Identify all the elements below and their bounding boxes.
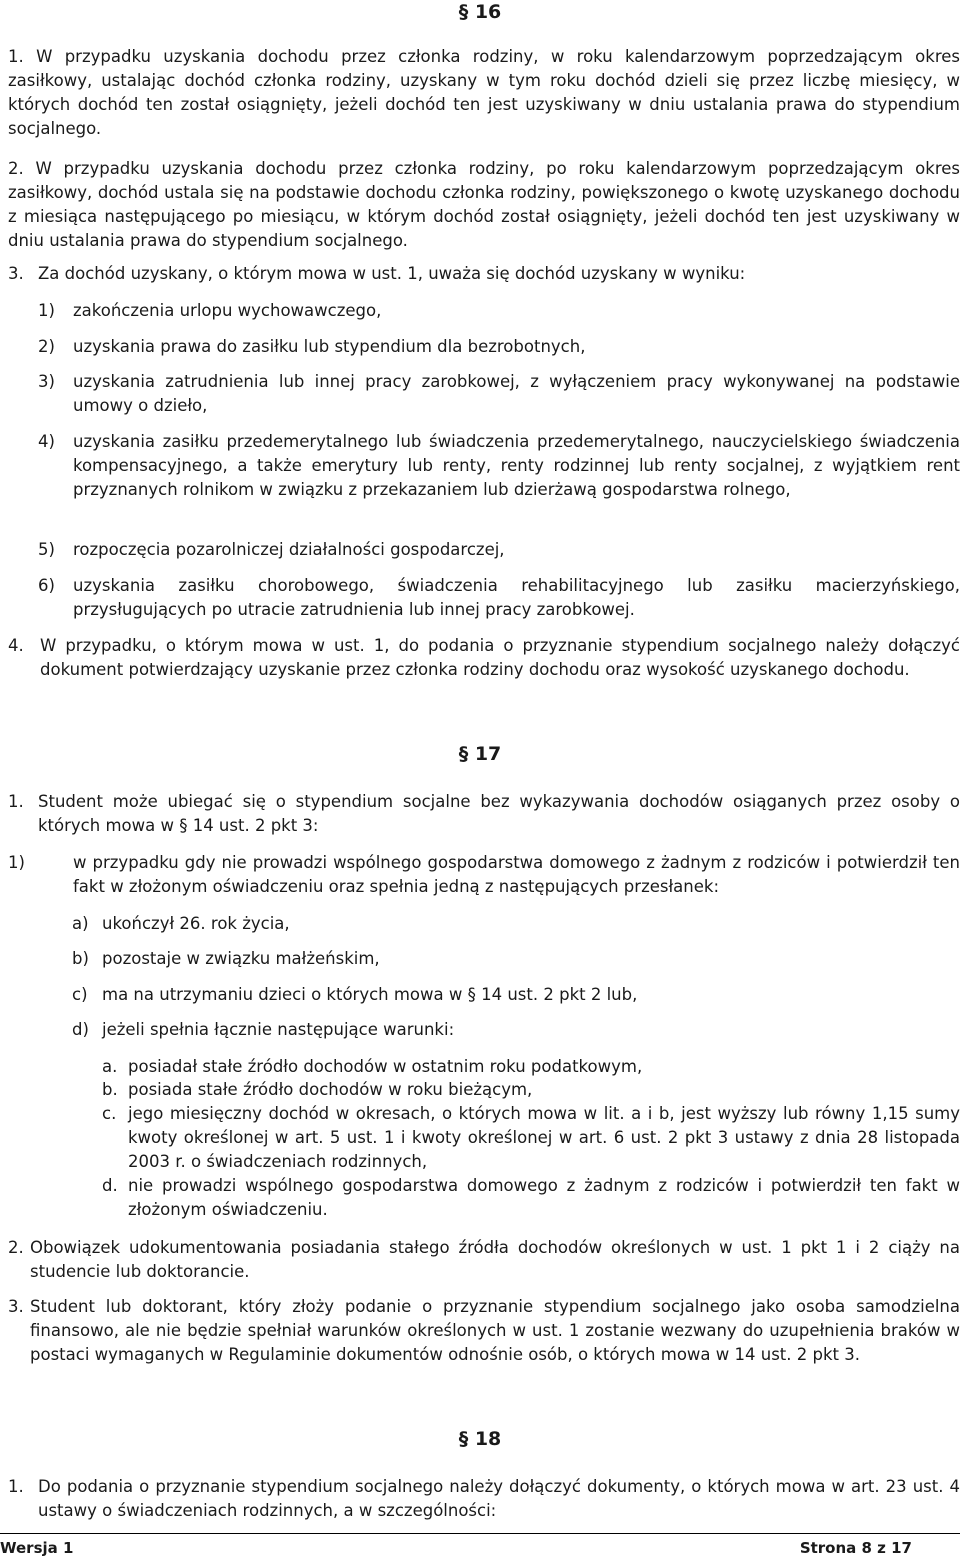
s17-sub-d-label: d. xyxy=(102,1176,118,1195)
s16-item-5-number: 5) xyxy=(38,540,55,559)
s17-sub-d-text: nie prowadzi wspólnego gospodarstwa domowego z żadnym z rodziców i potwierdził ten fakt w złożonym oświadczeniu. xyxy=(128,1176,960,1219)
s17-letter-a-label: a) xyxy=(72,914,89,933)
s17-sub-b-text: posiada stałe źródło dochodów w roku bieżącym, xyxy=(128,1080,533,1099)
s17-letter-d xyxy=(72,1018,960,1042)
s17-p1-text: Student może ubiegać się o stypendium socjalne bez wykazywania dochodów osiąganych przez osoby o których mowa w § 14 ust. 2 pkt 3: xyxy=(38,792,960,835)
s17-paragraph-1 xyxy=(8,790,960,838)
s16-paragraph-2: 2. W przypadku uzyskania dochodu przez członka rodziny, po roku kalendarzowym poprzedzającym okres zasiłkowy, dochód ustala się na podstawie dochodu członka rodziny, powiększonego o kwotę uzyskanego dochodu z miesiąca następującego po miesiącu, w którym dochód został osiągnięty, jeżeli dochód ten jest uzyskiwany w dniu ustalania prawa do stypendium socjalnego. xyxy=(8,159,960,250)
s16-item-1-text: zakończenia urlopu wychowawczego, xyxy=(73,301,382,320)
s16-list-item-1 xyxy=(38,299,960,323)
s17-sub-d xyxy=(102,1174,960,1222)
s17-p2-number: 2. xyxy=(8,1238,24,1257)
heading-s17: § 17 xyxy=(458,743,502,765)
s17-sub-b-label: b. xyxy=(102,1080,118,1099)
s17-p2-text: Obowiązek udokumentowania posiadania stałego źródła dochodów określonych w ust. 1 pkt 1 i 2 ciąży na studencie lub doktorancie. xyxy=(30,1238,960,1281)
s16-list-item-6 xyxy=(38,574,960,622)
s17-p3-text: Student lub doktorant, który złoży podanie o przyznanie stypendium socjalnego jako osoba samodzielna finansowo, ale nie będzie spełniał warunków określonych w ust. 1 zostanie wezwany do uzupełnienia braków w postaci wymaganych w Regulaminie dokumentów odnośnie osób, o których mowa w 14 ust. 2 pkt 3. xyxy=(30,1297,960,1364)
s17-sub-c-text: jego miesięczny dochód w okresach, o których mowa w lit. a i b, jest wyższy lub równy 1,15 sumy kwoty określonej w art. 5 ust. 1 i kwoty określonej w art. 6 ust. 2 pkt 3 ustawy z dnia 28 listopada 2003 r. o świadczeniach rodzinnych, xyxy=(128,1104,960,1171)
s17-sub-c xyxy=(102,1102,960,1174)
page-footer xyxy=(0,1533,960,1558)
s17-letter-b-label: b) xyxy=(72,949,89,968)
s17-sub-a-text: posiadał stałe źródło dochodów w ostatnim roku podatkowym, xyxy=(128,1057,643,1076)
footer-version: Wersja 1 xyxy=(0,1539,74,1557)
s17-letter-b-text: pozostaje w związku małżeńskim, xyxy=(102,949,380,968)
s17-item-1 xyxy=(8,851,960,899)
s17-sub-c-label: c. xyxy=(102,1104,117,1123)
s18-paragraph-1 xyxy=(8,1475,960,1523)
s16-item-2-number: 2) xyxy=(38,337,55,356)
s17-paragraph-3 xyxy=(8,1295,960,1367)
s16-list-item-3 xyxy=(38,370,960,418)
s17-letter-c-text: ma na utrzymaniu dzieci o których mowa w § 14 ust. 2 pkt 2 lub, xyxy=(102,985,638,1004)
s16-p3-number: 3. xyxy=(8,264,24,283)
s16-list-item-5 xyxy=(38,538,960,562)
s17-p3-number: 3. xyxy=(8,1297,24,1316)
s16-item-4-number: 4) xyxy=(38,432,55,451)
s16-paragraph-1: 1. W przypadku uzyskania dochodu przez członka rodziny, w roku kalendarzowym poprzedzającym okres zasiłkowy, ustalając dochód członka rodziny, uzyskany w tym roku dochód dzieli się przez liczbę miesięcy, w których dochód ten został osiągnięty, jeżeli dochód ten jest uzyskiwany w dniu ustalania prawa do stypendium socjalnego. xyxy=(8,47,960,138)
s18-p1-text: Do podania o przyznanie stypendium socjalnego należy dołączyć dokumenty, o których mowa w art. 23 ust. 4 ustawy o świadczeniach rodzinnych, a w szczególności: xyxy=(38,1477,960,1520)
heading-s18: § 18 xyxy=(458,1428,502,1450)
s16-item-3-text: uzyskania zatrudnienia lub innej pracy zarobkowej, z wyłączeniem pracy wykonywanej na podstawie umowy o dzieło, xyxy=(73,372,960,415)
s17-letter-c xyxy=(72,983,960,1007)
s16-list-item-2 xyxy=(38,335,960,359)
s17-item-1-number: 1) xyxy=(8,853,25,872)
s16-item-2-text: uzyskania prawa do zasiłku lub stypendium dla bezrobotnych, xyxy=(73,337,586,356)
s17-letter-b xyxy=(72,947,960,971)
s16-item-3-number: 3) xyxy=(38,372,55,391)
s17-letter-a xyxy=(72,912,960,936)
s16-item-1-number: 1) xyxy=(38,301,55,320)
s17-letter-d-label: d) xyxy=(72,1020,89,1039)
s17-letter-c-label: c) xyxy=(72,985,88,1004)
s17-sub-a-label: a. xyxy=(102,1057,118,1076)
footer-page-number: Strona 8 z 17 xyxy=(799,1539,912,1557)
s18-p1-number: 1. xyxy=(8,1477,24,1496)
s16-item-5-text: rozpoczęcia pozarolniczej działalności gospodarczej, xyxy=(73,540,505,559)
s17-sub-a xyxy=(102,1055,960,1079)
s17-sub-b xyxy=(102,1078,960,1102)
s16-item-6-number: 6) xyxy=(38,576,55,595)
s16-p4-number: 4. xyxy=(8,636,24,655)
s16-item-4-text: uzyskania zasiłku przedemerytalnego lub świadczenia przedemerytalnego, nauczycielskiego świadczenia kompensacyjnego, a także emerytury lub renty, renty rodzinnej lub renty socjalnej, z wyjątkiem rent przyznanych rolnikom w związku z przekazaniem lub dzierżawą gospodarstwa rolnego, xyxy=(73,432,960,499)
s16-p4-text: W przypadku, o którym mowa w ust. 1, do podania o przyznanie stypendium socjalnego należy dołączyć dokument potwierdzający uzyskanie przez członka rodziny dochodu oraz wysokość uzyskanego dochodu. xyxy=(40,636,960,679)
s17-item-1-text: w przypadku gdy nie prowadzi wspólnego gospodarstwa domowego z żadnym z rodziców i potwierdził ten fakt w złożonym oświadczeniu oraz spełnia jedną z następujących przesłanek: xyxy=(73,853,960,896)
s16-list-item-4 xyxy=(38,430,960,502)
s17-paragraph-2 xyxy=(8,1236,960,1284)
s17-letter-a-text: ukończył 26. rok życia, xyxy=(102,914,290,933)
s16-p3-text: Za dochód uzyskany, o którym mowa w ust. 1, uważa się dochód uzyskany w wyniku: xyxy=(38,264,746,283)
heading-s16: § 16 xyxy=(458,1,502,23)
s16-item-6-text: uzyskania zasiłku chorobowego, świadczenia rehabilitacyjnego lub zasiłku macierzyńskiego, przysługujących po utracie zatrudnienia lub innej pracy zarobkowej. xyxy=(73,576,960,619)
s17-letter-d-text: jeżeli spełnia łącznie następujące warunki: xyxy=(102,1020,455,1039)
s16-paragraph-4 xyxy=(8,634,960,682)
s17-p1-number: 1. xyxy=(8,792,24,811)
